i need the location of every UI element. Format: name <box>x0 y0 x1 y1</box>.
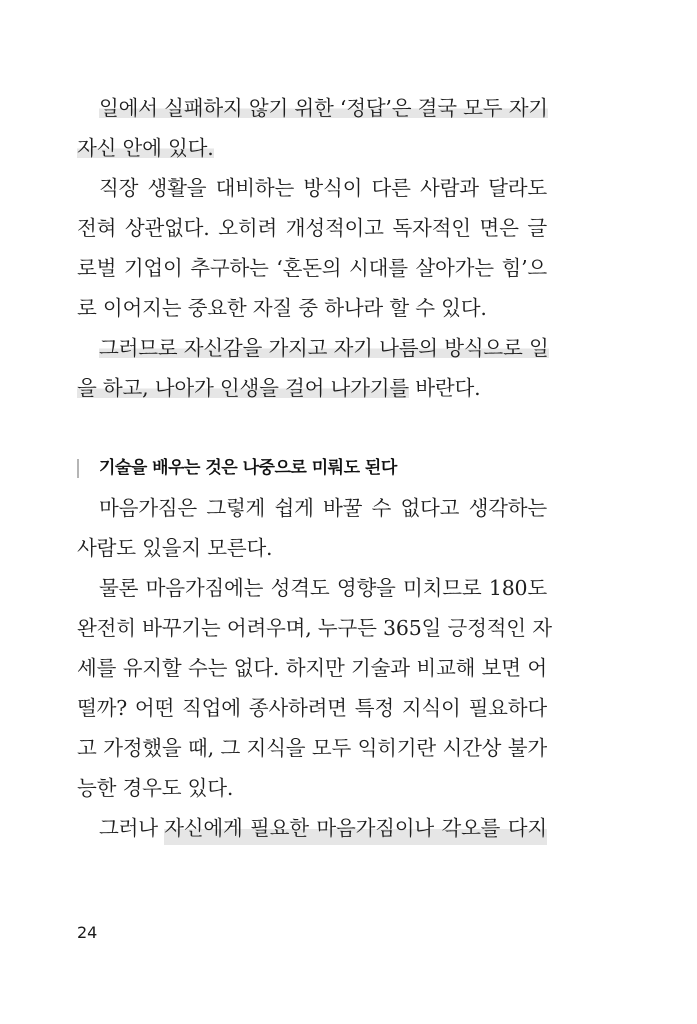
paragraph-line: 세를 유지할 수는 없다. 하지만 기술과 비교해 보면 어 <box>77 656 547 680</box>
section-spacer <box>77 408 547 448</box>
paragraph-line: 로 이어지는 중요한 자질 중 하나라 할 수 있다. <box>77 296 487 320</box>
heading-bar-icon <box>77 459 79 478</box>
page-number: 24 <box>77 923 98 942</box>
section-heading-text: 기술을 배우는 것은 나중으로 미뤄도 된다 <box>99 458 397 478</box>
paragraph-line <box>77 88 547 128</box>
paragraph-line <box>77 128 547 168</box>
highlighted-text[interactable]: 일에서 실패하지 않기 위한 ‘정답’은 결국 모두 자기 <box>99 96 548 120</box>
paragraph-line: 전혀 상관없다. 오히려 개성적이고 독자적인 면은 글 <box>77 216 547 240</box>
highlighted-text[interactable]: 자신 안에 있다. <box>77 136 214 160</box>
section-heading <box>77 448 547 488</box>
paragraph-line: 마음가짐은 그렇게 쉽게 바꿀 수 없다고 생각하는 <box>99 496 547 520</box>
paragraph-line: 사람도 있을지 모른다. <box>77 536 273 560</box>
highlighted-text[interactable]: 을 하고, 나아가 인생을 걸어 나가기를 <box>77 376 409 400</box>
plain-text: 바란다. <box>408 376 481 400</box>
paragraph-line: 직장 생활을 대비하는 방식이 다른 사람과 달라도 <box>99 176 547 200</box>
paragraph-line: 물론 마음가짐에는 성격도 영향을 미치므로 180도 <box>99 576 547 600</box>
highlighted-text[interactable]: 자신에게 필요한 마음가짐이나 각오를 다지 <box>164 808 547 848</box>
paragraph-line: 능한 경우도 있다. <box>77 776 234 800</box>
paragraph-line <box>77 328 547 368</box>
paragraph-line <box>77 808 547 848</box>
paragraph-line: 완전히 바꾸기는 어려우며, 누구든 365일 긍정적인 자 <box>77 616 552 640</box>
highlighted-text[interactable]: 그러므로 자신감을 가지고 자기 나름의 방식으로 일 <box>99 336 549 360</box>
book-page-body <box>77 88 552 848</box>
paragraph-line: 떨까? 어떤 직업에 종사하려면 특정 지식이 필요하다 <box>77 696 547 720</box>
paragraph-line: 로벌 기업이 추구하는 ‘혼돈의 시대를 살아가는 힘’으 <box>77 256 547 280</box>
plain-text: 그러나 <box>99 816 165 840</box>
paragraph-line <box>77 368 547 408</box>
paragraph-line: 고 가정했을 때, 그 지식을 모두 익히기란 시간상 불가 <box>77 736 547 760</box>
